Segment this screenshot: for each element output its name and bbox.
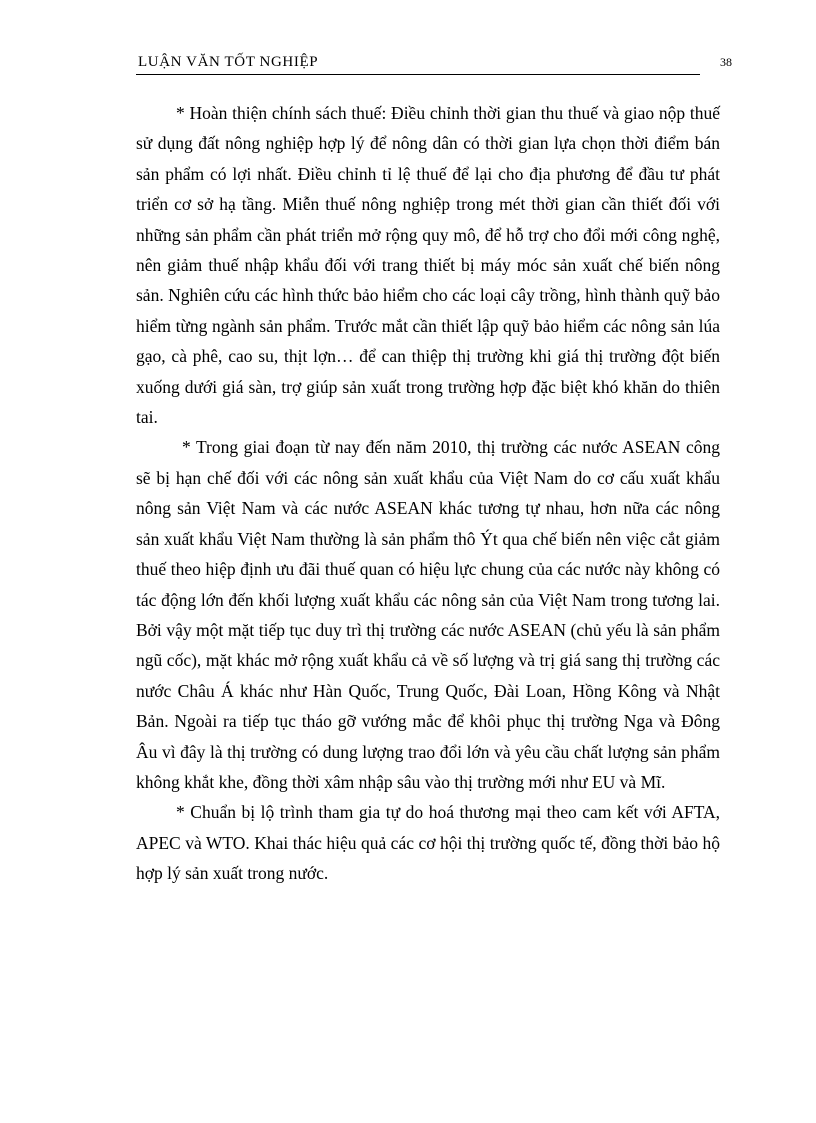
header-title: LUẬN VĂN TỐT NGHIỆP <box>138 54 319 70</box>
paragraph-asean-market: * Trong giai đoạn từ nay đến năm 2010, thị trường các nước ASEAN công sẽ bị hạn chế đối với các nông sản xuất khẩu của Việt Nam do cơ cấu xuất khẩu nông sản Việt Nam và các nước ASEAN khác tương tự nhau, hơn nữa các nông sản xuất khẩu Việt Nam thường là sản phẩm thô Ýt qua chế biến nên việc cắt giảm thuế theo hiệp định ưu đãi thuế quan có hiệu lực chung của các nước này không có tác động lớn đến khối lượng xuất khẩu các nông sản của Việt Nam trong tương lai. Bởi vậy một mặt tiếp tục duy trì thị trường các nước ASEAN (chủ yếu là sản phẩm ngũ cốc), mặt khác mở rộng xuất khẩu cả về số lượng và trị giá sang thị trường các nước Châu Á khác như Hàn Quốc, Trung Quốc, Đài Loan, Hồng Kông và Nhật Bản. Ngoài ra tiếp tục tháo gỡ vướng mắc để khôi phục thị trường Nga và Đông Âu vì đây là thị trường có dung lượng trao đổi lớn và yêu cầu chất lượng sản phẩm không khắt khe, đồng thời xâm nhập sâu vào thị trường mới như EU và Mĩ. <box>136 437 720 792</box>
paragraph-tax-policy: * Hoàn thiện chính sách thuế: Điều chỉnh thời gian thu thuế và giao nộp thuế sử dụng đất nông nghiệp hợp lý để nông dân có thời gian lựa chọn thời điểm bán sản phẩm có lợi nhất. Điều chỉnh tỉ lệ thuế để lại cho địa phương để đầu tư phát triển cơ sở hạ tầng. Miễn thuế nông nghiệp trong mét thời gian cần thiết đối với những sản phẩm cần phát triển mở rộng quy mô, để hỗ trợ cho đổi mới công nghệ, nên giảm thuế nhập khẩu đối với trang thiết bị máy móc sản xuất chế biến nông sản. Nghiên cứu các hình thức bảo hiểm cho các loại cây trồng, hình thành quỹ bảo hiểm từng ngành sản phẩm. Trước mắt cần thiết lập quỹ bảo hiểm các nông sản lúa gạo, cà phê, cao su, thịt lợn… để can thiệp thị trường khi giá thị trường đột biến xuống dưới giá sàn, trợ giúp sản xuất trong trường hợp đặc biệt khó khăn do thiên tai. <box>136 103 720 428</box>
page-number: 38 <box>720 55 732 69</box>
document-body <box>136 98 720 889</box>
paragraph-trade-liberalization: * Chuẩn bị lộ trình tham gia tự do hoá thương mại theo cam kết với AFTA, APEC và WTO. Khai thác hiệu quả các cơ hội thị trường quốc tế, đồng thời bảo hộ hợp lý sản xuất trong nước. <box>136 802 720 884</box>
page-header <box>136 50 700 75</box>
